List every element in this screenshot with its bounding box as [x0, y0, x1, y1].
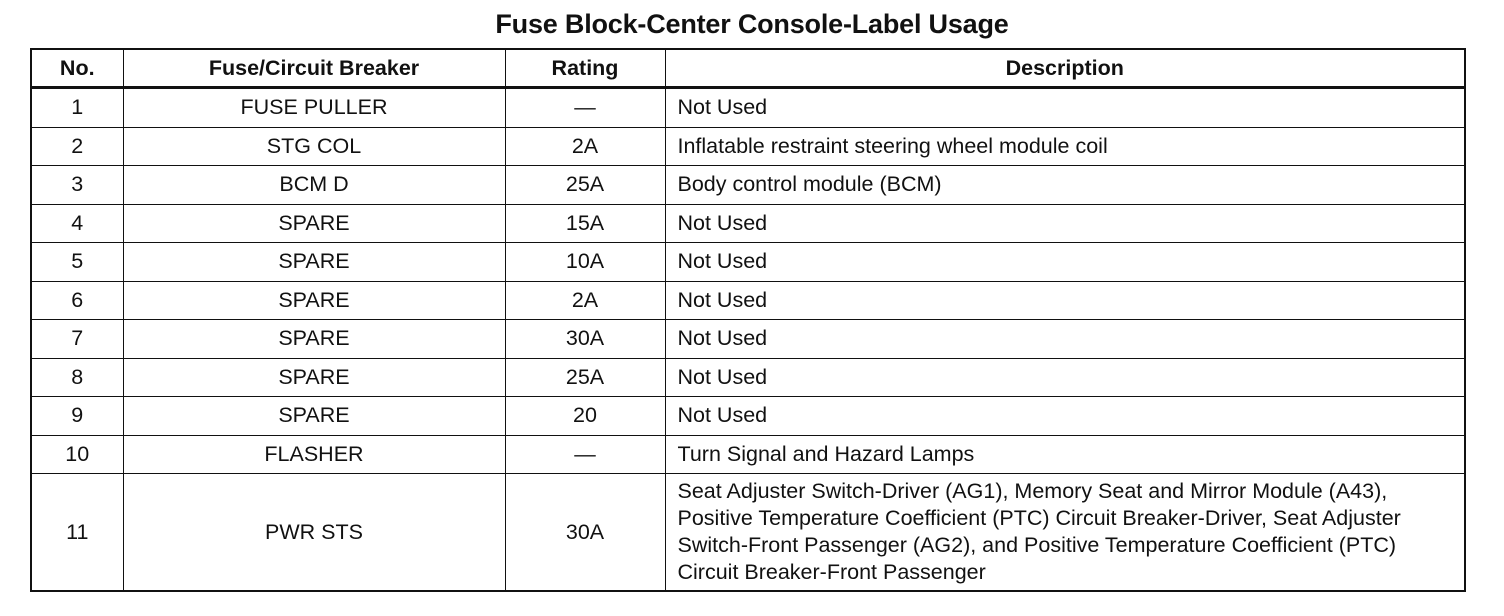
header-description: Description: [665, 49, 1465, 88]
table-row: [31, 281, 1465, 320]
cell-no: 6: [31, 281, 123, 320]
header-rating: Rating: [505, 49, 665, 88]
cell-rating: —: [505, 88, 665, 128]
cell-description: Not Used: [665, 358, 1465, 397]
fuse-usage-table: [30, 48, 1466, 592]
cell-fuse-name: FUSE PULLER: [123, 88, 505, 128]
cell-description: Not Used: [665, 281, 1465, 320]
cell-no: 4: [31, 204, 123, 243]
table-row: [31, 397, 1465, 436]
table-row: [31, 243, 1465, 282]
page-title: Fuse Block-Center Console-Label Usage: [495, 9, 1009, 39]
cell-no: 10: [31, 435, 123, 474]
cell-rating: 30A: [505, 320, 665, 359]
cell-description: Seat Adjuster Switch-Driver (AG1), Memory Seat and Mirror Module (A43), Positive Temperature Coefficient (PTC) Circuit Breaker-Driver, Seat Adjuster Switch-Front Passenger (AG2), and Positive Temperature Coefficient (PTC) Circuit Breaker-Front Passenger: [665, 474, 1465, 592]
cell-fuse-name: SPARE: [123, 358, 505, 397]
cell-fuse-name: FLASHER: [123, 435, 505, 474]
cell-fuse-name: SPARE: [123, 243, 505, 282]
table-row: [31, 127, 1465, 166]
cell-no: 3: [31, 166, 123, 205]
cell-fuse-name: STG COL: [123, 127, 505, 166]
table-row: [31, 474, 1465, 592]
table-row: [31, 358, 1465, 397]
cell-rating: 30A: [505, 474, 665, 592]
table-row: [31, 166, 1465, 205]
cell-fuse-name: SPARE: [123, 204, 505, 243]
cell-rating: 10A: [505, 243, 665, 282]
cell-no: 5: [31, 243, 123, 282]
cell-fuse-name: SPARE: [123, 397, 505, 436]
table-row: [31, 204, 1465, 243]
cell-fuse-name: PWR STS: [123, 474, 505, 592]
cell-no: 7: [31, 320, 123, 359]
cell-no: 8: [31, 358, 123, 397]
cell-fuse-name: BCM D: [123, 166, 505, 205]
header-no: No.: [31, 49, 123, 88]
cell-rating: 2A: [505, 127, 665, 166]
cell-rating: 2A: [505, 281, 665, 320]
cell-fuse-name: SPARE: [123, 320, 505, 359]
cell-rating: 15A: [505, 204, 665, 243]
cell-description: Not Used: [665, 320, 1465, 359]
cell-description: Inflatable restraint steering wheel module coil: [665, 127, 1465, 166]
cell-no: 9: [31, 397, 123, 436]
table-row: [31, 88, 1465, 128]
cell-description: Not Used: [665, 204, 1465, 243]
cell-description: Not Used: [665, 397, 1465, 436]
cell-rating: 20: [505, 397, 665, 436]
cell-description: Not Used: [665, 88, 1465, 128]
cell-no: 2: [31, 127, 123, 166]
table-row: [31, 320, 1465, 359]
cell-rating: 25A: [505, 358, 665, 397]
cell-no: 1: [31, 88, 123, 128]
table-row: [31, 435, 1465, 474]
cell-description: Turn Signal and Hazard Lamps: [665, 435, 1465, 474]
cell-description: Body control module (BCM): [665, 166, 1465, 205]
cell-no: 11: [31, 474, 123, 592]
table-header-row: [31, 49, 1465, 88]
cell-rating: 25A: [505, 166, 665, 205]
cell-description: Not Used: [665, 243, 1465, 282]
cell-rating: —: [505, 435, 665, 474]
header-fuse-circuit-breaker: Fuse/Circuit Breaker: [123, 49, 505, 88]
cell-fuse-name: SPARE: [123, 281, 505, 320]
